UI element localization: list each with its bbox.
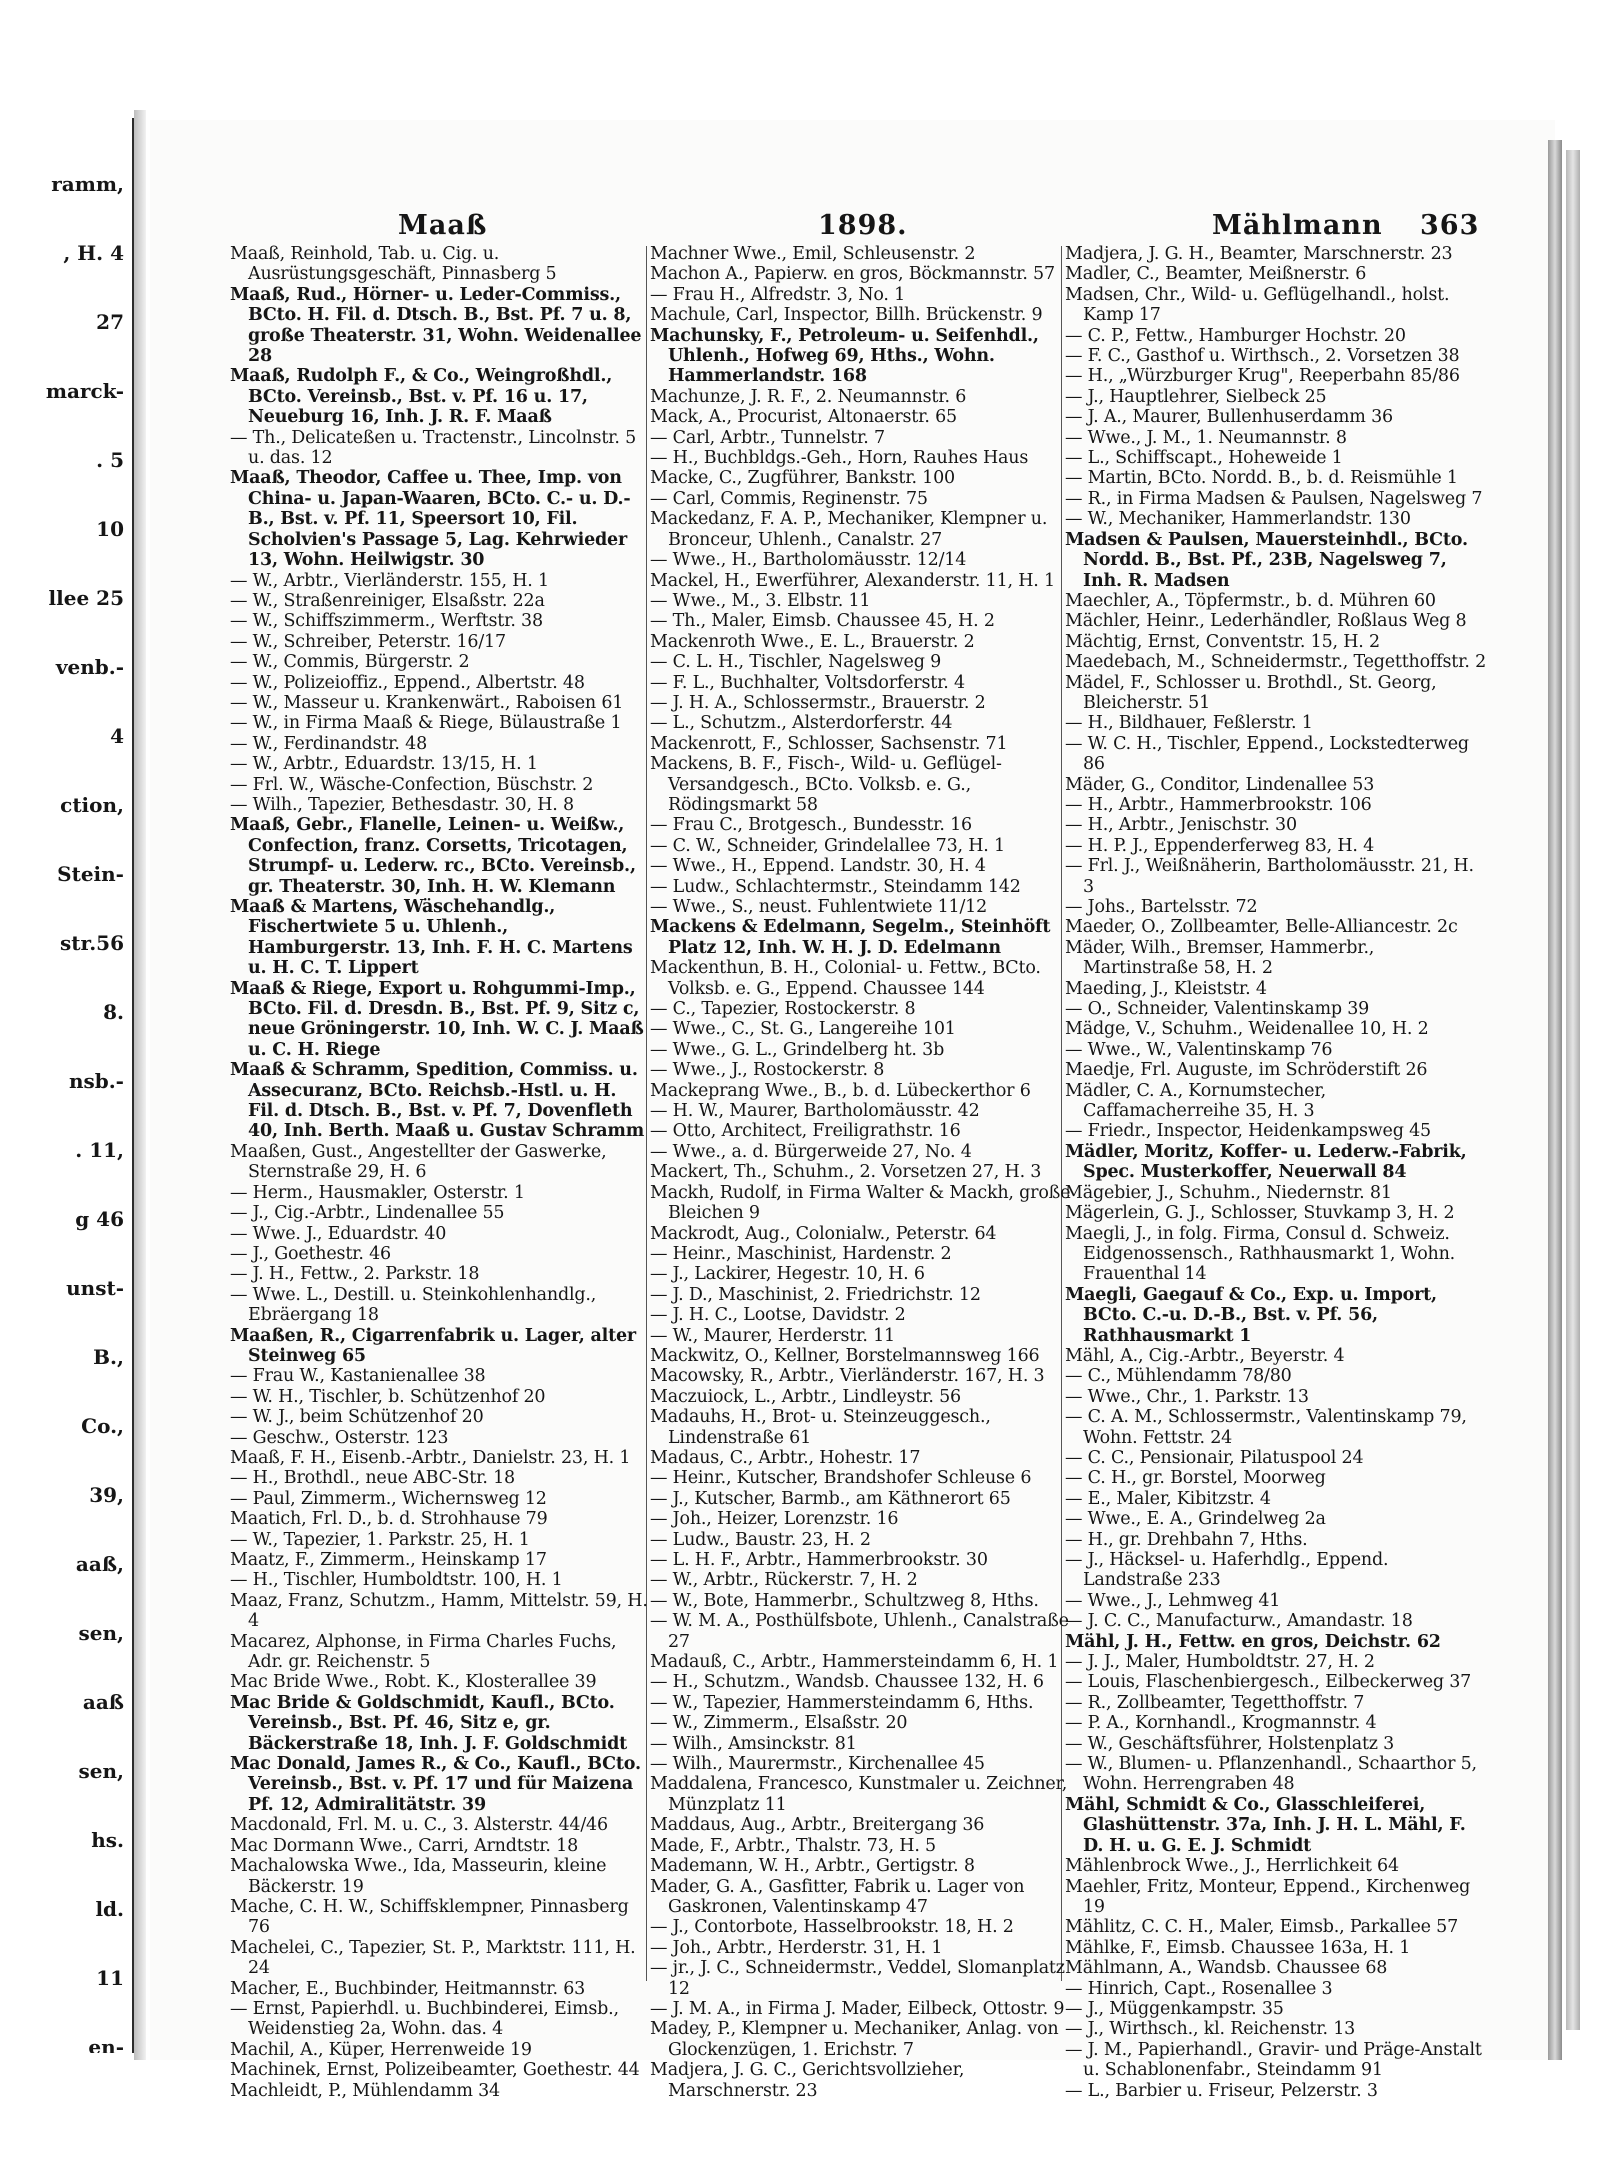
directory-entry: Mählitz, C. C. H., Maler, Eimsb., Parkallee 57 bbox=[1065, 1917, 1459, 1938]
directory-entry: — H., Tischler, Humboldtstr. 100, H. 1 bbox=[230, 1570, 563, 1591]
directory-entry: — F. C., Gasthof u. Wirthsch., 2. Vorsetzen 38 bbox=[1065, 346, 1460, 367]
directory-entry: — J. M., Papierhandl., Gravir- und Präge-Anstalt u. Schablonenfabr., Steindamm 91 bbox=[1065, 2039, 1482, 2081]
directory-entry: Madler, C., Beamter, Meißnerstr. 6 bbox=[1065, 264, 1367, 285]
directory-entry: Maaßen, R., Cigarrenfabrik u. Lager, alter Steinweg 65 bbox=[230, 1325, 636, 1366]
previous-page-fragment: aaß, bbox=[75, 1552, 124, 1576]
directory-entry: — C., Mühlendamm 78/80 bbox=[1065, 1366, 1292, 1387]
directory-column-1 bbox=[230, 244, 652, 2101]
directory-entry: Mac Donald, James R., & Co., Kaufl., BCto. Vereinsb., Bst. v. Pf. 17 und für Maizena Pf. 12, Admiralitätstr. 39 bbox=[230, 1754, 641, 1815]
page-stack-edge bbox=[1548, 140, 1562, 2060]
directory-entry: Mädel, F., Schlosser u. Brothdl., St. Georg, Bleicherstr. 51 bbox=[1065, 672, 1437, 713]
directory-entry: — J., Goethestr. 46 bbox=[230, 1243, 391, 1264]
directory-entry: Maaß & Schramm, Spedition, Commiss. u. Assecuranz, BCto. Reichsb.-Hstl. u. H. Fil. d. Dtsch. B., Bst. v. Pf. 7, Dovenfleth 40, Inh. Berth. Maaß u. Gustav Schramm bbox=[230, 1060, 645, 1142]
directory-entry: — O., Schneider, Valentinskamp 39 bbox=[1065, 999, 1370, 1020]
directory-entry: Macarez, Alphonse, in Firma Charles Fuchs, Adr. gr. Reichenstr. 5 bbox=[230, 1631, 617, 1673]
directory-entry: — L. H. F., Arbtr., Hammerbrookstr. 30 bbox=[650, 1550, 988, 1570]
directory-entry: Maaz, Franz, Schutzm., Hamm, Mittelstr. 59, H. 4 bbox=[230, 1590, 648, 1632]
directory-entry: — Carl, Commis, Reginenstr. 75 bbox=[650, 488, 928, 509]
directory-entry: — Paul, Zimmerm., Wichernsweg 12 bbox=[230, 1488, 547, 1509]
directory-entry: Maaß, Rud., Hörner- u. Leder-Commiss., BCto. H. Fil. d. Dtsch. B., Bst. Pf. 7 u. 8, große Theaterstr. 31, Wohn. Weidenallee 28 bbox=[230, 284, 642, 367]
directory-entry: — Wwe., J., Rostockerstr. 8 bbox=[650, 1060, 885, 1081]
directory-entry: — W., Arbtr., Eduardstr. 13/15, H. 1 bbox=[230, 754, 538, 775]
directory-entry: Mählmann, A., Wandsb. Chaussee 68 bbox=[1065, 1958, 1388, 1979]
directory-entry: — W., Bote, Hammerbr., Schultzweg 8, Hths. bbox=[650, 1590, 1039, 1611]
previous-page-fragment: ramm, bbox=[51, 172, 124, 196]
directory-entry: — Ludw., Baustr. 23, H. 2 bbox=[650, 1529, 871, 1550]
directory-entry: — J. C. C., Manufacturw., Amandastr. 18 bbox=[1065, 1611, 1413, 1632]
directory-entry: Machunsky, F., Petroleum- u. Seifenhdl., Uhlenh., Hofweg 69, Hths., Wohn. Hammerlandstr. 168 bbox=[650, 325, 1039, 387]
directory-entry: — Frau H., Alfredstr. 3, No. 1 bbox=[650, 284, 906, 305]
directory-entry: — W. J., beim Schützenhof 20 bbox=[230, 1407, 484, 1428]
header-right-word: Mählmann bbox=[1212, 210, 1383, 241]
directory-entry: Maaßen, Gust., Angestellter der Gaswerke, Sternstraße 29, H. 6 bbox=[230, 1141, 607, 1183]
directory-entry: Machelei, C., Tapezier, St. P., Marktstr. 111, H. 24 bbox=[230, 1937, 636, 1979]
directory-entry: Mackh, Rudolf, in Firma Walter & Mackh, große Bleichen 9 bbox=[650, 1182, 1071, 1224]
header-year: 1898. bbox=[818, 210, 908, 241]
directory-entry: Mac Bride & Goldschmidt, Kaufl., BCto. Vereinsb., Bst. Pf. 46, Sitz e, gr. Bäckerstraße 18, Inh. J. F. Goldschmidt bbox=[230, 1692, 628, 1754]
directory-entry: — W., Ferdinandstr. 48 bbox=[230, 733, 428, 754]
directory-entry: Machner Wwe., Emil, Schleusenstr. 2 bbox=[650, 244, 976, 264]
directory-entry: — Wwe., S., neust. Fuhlentwiete 11/12 bbox=[650, 897, 988, 917]
directory-entry: — Wwe. L., Destill. u. Steinkohlenhandlg., Ebräergang 18 bbox=[230, 1284, 597, 1326]
directory-entry: Machleidt, P., Mühlendamm 34 bbox=[230, 2080, 500, 2101]
directory-entry: — W., Blumen- u. Pflanzenhandl., Schaarthor 5, Wohn. Herrengraben 48 bbox=[1065, 1754, 1477, 1795]
directory-entry: Mädge, V., Schuhm., Weidenallee 10, H. 2 bbox=[1065, 1019, 1429, 1040]
directory-entry: — Wwe., G. L., Grindelberg ht. 3b bbox=[650, 1039, 945, 1060]
directory-entry: — J., Contorbote, Hasselbrookstr. 18, H. 2 bbox=[650, 1917, 1014, 1938]
directory-entry: Mackeprang Wwe., B., b. d. Lübeckerthor 6 bbox=[650, 1080, 1031, 1101]
directory-entry: — C. P., Fettw., Hamburger Hochstr. 20 bbox=[1065, 325, 1406, 346]
directory-entry: Madaus, C., Arbtr., Hohestr. 17 bbox=[650, 1447, 921, 1468]
directory-entry: — Frau C., Brotgesch., Bundesstr. 16 bbox=[650, 815, 972, 836]
directory-entry: — H., gr. Drehbahn 7, Hths. bbox=[1065, 1529, 1308, 1550]
directory-entry: Maaß & Martens, Wäschehandlg., Fischertwiete 5 u. Uhlenh., Hamburgerstr. 13, Inh. F. H. C. Martens u. H. C. T. Lippert bbox=[230, 897, 633, 979]
directory-entry: — Louis, Flaschenbiergesch., Eilbeckerweg 37 bbox=[1065, 1672, 1472, 1693]
directory-entry: — Wwe., J. M., 1. Neumannstr. 8 bbox=[1065, 427, 1347, 448]
directory-entry: Maaß, Theodor, Caffee u. Thee, Imp. von China- u. Japan-Waaren, BCto. C.- u. D.-B., Bst. v. Pf. 11, Speersort 10, Fil. Scholvien's Passage 5, Lag. Kehrwieder 13, Wohn. Heilwigstr. 30 bbox=[230, 468, 631, 571]
directory-column-2 bbox=[650, 244, 1072, 2101]
directory-entry: — W., Masseur u. Krankenwärt., Raboisen 61 bbox=[230, 692, 624, 713]
directory-entry: — E., Maler, Kibitzstr. 4 bbox=[1065, 1488, 1271, 1509]
directory-entry: — L., Schiffscapt., Hoheweide 1 bbox=[1065, 448, 1343, 469]
previous-page-fragment: . 11, bbox=[75, 1138, 124, 1162]
directory-entry: — Wwe. J., Eduardstr. 40 bbox=[230, 1223, 447, 1244]
directory-entry: — C. A. M., Schlossermstr., Valentinskamp 79, Wohn. Fettstr. 24 bbox=[1065, 1407, 1467, 1448]
directory-entry: Mademann, W. H., Arbtr., Gertigstr. 8 bbox=[650, 1856, 975, 1877]
directory-entry: — Joh., Arbtr., Herderstr. 31, H. 1 bbox=[650, 1937, 943, 1958]
previous-page-fragment: ld. bbox=[95, 1897, 124, 1921]
directory-entry: Made, F., Arbtr., Thalstr. 73, H. 5 bbox=[650, 1835, 936, 1856]
book-gutter bbox=[134, 110, 146, 2060]
previous-page-fragment: B., bbox=[93, 1345, 124, 1369]
directory-entry: Maaß, Reinhold, Tab. u. Cig. u. Ausrüstungsgeschäft, Pinnasberg 5 bbox=[230, 244, 557, 285]
directory-entry: — Wilh., Maurermstr., Kirchenallee 45 bbox=[650, 1754, 985, 1775]
directory-entry: Maddaus, Aug., Arbtr., Breitergang 36 bbox=[650, 1815, 985, 1836]
previous-page-edge bbox=[0, 118, 134, 2053]
directory-entry: Maddalena, Francesco, Kunstmaler u. Zeichner, Münzplatz 11 bbox=[650, 1774, 1068, 1815]
directory-entry: Machunze, J. R. F., 2. Neumannstr. 6 bbox=[650, 386, 967, 407]
directory-entry: — H., Buchbldgs.-Geh., Horn, Rauhes Haus bbox=[650, 448, 1029, 469]
directory-entry: Mackel, H., Ewerführer, Alexanderstr. 11, H. 1 bbox=[650, 570, 1055, 591]
previous-page-fragment: 39, bbox=[89, 1483, 124, 1507]
directory-entry: — J. M. A., in Firma J. Mader, Eilbeck, Ottostr. 9 bbox=[650, 1998, 1065, 2019]
directory-entry: — Wwe., E. A., Grindelweg 2a bbox=[1065, 1509, 1326, 1530]
directory-entry: Mache, C. H. W., Schiffsklempner, Pinnasberg 76 bbox=[230, 1896, 629, 1938]
previous-page-fragment: 27 bbox=[96, 310, 124, 334]
directory-entry: — Herm., Hausmakler, Osterstr. 1 bbox=[230, 1182, 525, 1203]
directory-entry: — W., Arbtr., Rückerstr. 7, H. 2 bbox=[650, 1570, 918, 1591]
previous-page-fragment: nsb.- bbox=[68, 1069, 124, 1093]
directory-entry: Mächtig, Ernst, Conventstr. 15, H. 2 bbox=[1065, 631, 1380, 652]
directory-entry: — J., Cig.-Arbtr., Lindenallee 55 bbox=[230, 1203, 505, 1224]
previous-page-fragment: ction, bbox=[60, 793, 124, 817]
directory-entry: — Otto, Architect, Freiligrathstr. 16 bbox=[650, 1121, 961, 1142]
directory-entry: Macowsky, R., Arbtr., Vierländerstr. 167, H. 3 bbox=[650, 1366, 1045, 1387]
directory-entry: — W., Polizeioffiz., Eppend., Albertstr. 48 bbox=[230, 672, 585, 693]
previous-page-fragment: sen, bbox=[78, 1759, 124, 1783]
directory-entry: Mackrodt, Aug., Colonialw., Peterstr. 64 bbox=[650, 1223, 997, 1244]
directory-entry: Macke, C., Zugführer, Bankstr. 100 bbox=[650, 468, 955, 489]
directory-entry: Maaß, Gebr., Flanelle, Leinen- u. Weißw., Confection, franz. Corsetts, Tricotagen, Strumpf- u. Lederw. rc., BCto. Vereinsb., gr. Theaterstr. 30, Inh. H. W. Klemann bbox=[230, 815, 636, 897]
directory-entry: — H., Schutzm., Wandsb. Chaussee 132, H. 6 bbox=[650, 1672, 1044, 1693]
previous-page-fragment: Co., bbox=[81, 1414, 124, 1438]
directory-entry: — W. H., Tischler, b. Schützenhof 20 bbox=[230, 1386, 546, 1407]
directory-entry: — Carl, Arbtr., Tunnelstr. 7 bbox=[650, 427, 885, 448]
directory-entry: Maatz, F., Zimmerm., Heinskamp 17 bbox=[230, 1550, 547, 1570]
previous-page-fragment: . 5 bbox=[96, 448, 124, 472]
page-number: 363 bbox=[1420, 210, 1480, 241]
directory-entry: — Wwe., M., 3. Elbstr. 11 bbox=[650, 590, 871, 611]
directory-entry: — W., Maurer, Herderstr. 11 bbox=[650, 1325, 895, 1346]
directory-entry: — W., Straßenreiniger, Elsaßstr. 22a bbox=[230, 590, 545, 611]
directory-entry: — Wwe., C., St. G., Langereihe 101 bbox=[650, 1019, 956, 1040]
directory-entry: Madey, P., Klempner u. Mechaniker, Anlag. von Glockenzügen, 1. Erichstr. 7 bbox=[650, 2019, 1059, 2060]
directory-entry: — L., Barbier u. Friseur, Pelzerstr. 3 bbox=[1065, 2080, 1378, 2101]
directory-entry: — Johs., Bartelsstr. 72 bbox=[1065, 897, 1258, 917]
directory-entry: Mader, G. A., Gasfitter, Fabrik u. Lager von Gaskronen, Valentinskamp 47 bbox=[650, 1876, 1025, 1917]
directory-entry: — Wilh., Tapezier, Bethesdastr. 30, H. 8 bbox=[230, 794, 574, 815]
directory-entry: Maedje, Frl. Auguste, im Schröderstift 26 bbox=[1065, 1060, 1428, 1081]
directory-entry: — H. P. J., Eppenderferweg 83, H. 4 bbox=[1065, 835, 1375, 856]
directory-entry: — Th., Delicateßen u. Tractenstr., Lincolnstr. 5 u. das. 12 bbox=[230, 427, 637, 469]
previous-page-fragment: venb.- bbox=[55, 655, 124, 679]
directory-entry: Mägerlein, G. J., Schlosser, Stuvkamp 3, H. 2 bbox=[1065, 1203, 1455, 1224]
previous-page-fragment: 10 bbox=[96, 517, 124, 541]
directory-entry: — Martin, BCto. Nordd. B., b. d. Reismühle 1 bbox=[1065, 468, 1458, 489]
directory-entry: Machule, Carl, Inspector, Billh. Brückenstr. 9 bbox=[650, 305, 1043, 326]
directory-entry: — L., Schutzm., Alsterdorferstr. 44 bbox=[650, 713, 953, 734]
directory-entry: — Wwe., a. d. Bürgerweide 27, No. 4 bbox=[650, 1141, 972, 1162]
directory-entry: Maehler, Fritz, Monteur, Eppend., Kirchenweg 19 bbox=[1065, 1876, 1471, 1917]
directory-entry: — J., Hauptlehrer, Sielbeck 25 bbox=[1065, 386, 1327, 407]
previous-page-fragment: unst- bbox=[66, 1276, 124, 1300]
directory-entry: — Wwe., J., Lehmweg 41 bbox=[1065, 1590, 1281, 1611]
directory-entry: — H., Arbtr., Jenischstr. 30 bbox=[1065, 815, 1297, 836]
previous-page-fragment: Stein- bbox=[57, 862, 124, 886]
directory-entry: Mählenbrock Wwe., J., Herrlichkeit 64 bbox=[1065, 1856, 1399, 1877]
directory-entry: — Heinr., Kutscher, Brandshofer Schleuse 6 bbox=[650, 1468, 1032, 1489]
previous-page-fragment: 11 bbox=[96, 1966, 124, 1990]
directory-entry: — P. A., Kornhandl., Krogmannstr. 4 bbox=[1065, 1713, 1377, 1734]
directory-entry: — W., Zimmerm., Elsaßstr. 20 bbox=[650, 1713, 908, 1734]
directory-entry: Maeding, J., Kleiststr. 4 bbox=[1065, 978, 1267, 999]
directory-entry: Maechler, A., Töpfermstr., b. d. Mühren 60 bbox=[1065, 590, 1436, 611]
directory-entry: — W., in Firma Maaß & Riege, Bülaustraße 1 bbox=[230, 713, 622, 734]
directory-entry: Maeder, O., Zollbeamter, Belle-Alliancestr. 2c bbox=[1065, 917, 1458, 938]
directory-entry: — Frl. W., Wäsche-Confection, Büschstr. 2 bbox=[230, 774, 594, 795]
directory-entry: Mähl, Schmidt & Co., Glasschleiferei, Glashüttenstr. 37a, Inh. J. H. L. Mähl, F. D. H. u. G. E. J. Schmidt bbox=[1065, 1794, 1466, 1856]
directory-entry: — J. H., Fettw., 2. Parkstr. 18 bbox=[230, 1264, 480, 1285]
directory-entry: Maczuiock, L., Arbtr., Lindleystr. 56 bbox=[650, 1386, 961, 1407]
directory-entry: — W., Geschäftsführer, Holstenplatz 3 bbox=[1065, 1733, 1395, 1754]
directory-entry: — H., Bildhauer, Feßlerstr. 1 bbox=[1065, 713, 1313, 734]
directory-entry: Machinek, Ernst, Polizeibeamter, Goethestr. 44 bbox=[230, 2060, 640, 2081]
directory-entry: Maaß, Rudolph F., & Co., Weingroßhdl., BCto. Vereinsb., Bst. v. Pf. 16 u. 17, Neueburg 16, Inh. J. R. F. Maaß bbox=[230, 366, 613, 428]
directory-entry: — Wwe., H., Eppend. Landstr. 30, H. 4 bbox=[650, 856, 986, 877]
previous-page-fragment: 4 bbox=[110, 724, 124, 748]
directory-entry: — C. L. H., Tischler, Nagelsweg 9 bbox=[650, 652, 942, 673]
directory-entry: — Frau W., Kastanienallee 38 bbox=[230, 1366, 486, 1387]
directory-entry: — J. H. C., Lootse, Davidstr. 2 bbox=[650, 1305, 906, 1326]
directory-entry: Mackwitz, O., Kellner, Borstelmannsweg 166 bbox=[650, 1345, 1040, 1366]
directory-entry: Maedebach, M., Schneidermstr., Tegetthoffstr. 2 bbox=[1065, 652, 1487, 673]
directory-entry: Mädler, Moritz, Koffer- u. Lederw.-Fabrik, Spec. Musterkoffer, Neuerwall 84 bbox=[1065, 1141, 1467, 1183]
directory-entry: Mac Dormann Wwe., Carri, Arndtstr. 18 bbox=[230, 1835, 579, 1856]
directory-entry: Madjera, J. G. C., Gerichtsvollzieher, Marschnerstr. 23 bbox=[650, 2060, 965, 2101]
directory-entry: Macher, E., Buchbinder, Heitmannstr. 63 bbox=[230, 1978, 586, 1999]
directory-entry: — W., Tapezier, 1. Parkstr. 25, H. 1 bbox=[230, 1529, 530, 1550]
directory-entry: Machalowska Wwe., Ida, Masseurin, kleine Bäckerstr. 19 bbox=[230, 1856, 607, 1897]
directory-entry: Mädler, C. A., Kornumstecher, Caffamacherreihe 35, H. 3 bbox=[1065, 1080, 1326, 1122]
directory-entry: — Th., Maler, Eimsb. Chaussee 45, H. 2 bbox=[650, 611, 995, 632]
directory-entry: Madauhs, H., Brot- u. Steinzeuggesch., Lindenstraße 61 bbox=[650, 1407, 991, 1448]
previous-page-fragment: llee 25 bbox=[48, 586, 124, 610]
directory-entry: — Wwe., H., Bartholomäusstr. 12/14 bbox=[650, 550, 967, 571]
directory-entry: — Wwe., W., Valentinskamp 76 bbox=[1065, 1039, 1333, 1060]
previous-page-fragment: sen, bbox=[78, 1621, 124, 1645]
previous-page-fragment: hs. bbox=[91, 1828, 124, 1852]
directory-entry: Mackenrott, F., Schlosser, Sachsenstr. 71 bbox=[650, 733, 1008, 754]
directory-entry: — R., Zollbeamter, Tegetthoffstr. 7 bbox=[1065, 1692, 1365, 1713]
previous-page-fragment: g 46 bbox=[75, 1207, 124, 1231]
directory-entry: — W., Schiffszimmerm., Werftstr. 38 bbox=[230, 611, 543, 632]
directory-entry: Machon A., Papierw. en gros, Böckmannstr. 57 bbox=[650, 264, 1055, 285]
directory-entry: Madjera, J. G. H., Beamter, Marschnerstr. 23 bbox=[1065, 244, 1453, 264]
directory-entry: Mack, A., Procurist, Altonaerstr. 65 bbox=[650, 407, 957, 428]
page-stack-edge bbox=[1566, 150, 1580, 2030]
directory-entry: — J. J., Maler, Humboldtstr. 27, H. 2 bbox=[1065, 1652, 1375, 1673]
directory-entry: — jr., J. C., Schneidermstr., Veddel, Slomanplatz 12 bbox=[650, 1958, 1065, 1999]
directory-entry: Macdonald, Frl. M. u. C., 3. Alsterstr. 44/46 bbox=[230, 1815, 608, 1836]
directory-entry: Madsen, Chr., Wild- u. Geflügelhandl., holst. Kamp 17 bbox=[1065, 284, 1450, 326]
directory-entry: — H. W., Maurer, Bartholomäusstr. 42 bbox=[650, 1101, 980, 1122]
directory-entry: — J., Lackirer, Hegestr. 10, H. 6 bbox=[650, 1264, 925, 1285]
previous-page-fragment: str.56 bbox=[60, 931, 124, 955]
directory-entry: — Frl. J., Weißnäherin, Bartholomäusstr. 21, H. 3 bbox=[1065, 856, 1474, 897]
directory-entry: — W., Mechaniker, Hammerlandstr. 130 bbox=[1065, 509, 1411, 530]
directory-entry: Mackenthun, B. H., Colonial- u. Fettw., BCto. Volksb. e. G., Eppend. Chaussee 144 bbox=[650, 958, 1041, 999]
directory-entry: Mächler, Heinr., Lederhändler, Roßlaus Weg 8 bbox=[1065, 611, 1467, 632]
directory-entry: — Ernst, Papierhdl. u. Buchbinderei, Eimsb., Weidenstieg 2a, Wohn. das. 4 bbox=[230, 1998, 619, 2040]
directory-entry: — H., Brothdl., neue ABC-Str. 18 bbox=[230, 1468, 515, 1489]
header-left-word: Maaß bbox=[398, 210, 488, 241]
directory-entry: Mäder, Wilh., Bremser, Hammerbr., Martinstraße 58, H. 2 bbox=[1065, 937, 1375, 979]
directory-entry: Machil, A., Küper, Herrenweide 19 bbox=[230, 2039, 532, 2060]
directory-entry: — W., Schreiber, Peterstr. 16/17 bbox=[230, 631, 506, 652]
directory-entry: Mac Bride Wwe., Robt. K., Klosterallee 39 bbox=[230, 1672, 597, 1693]
directory-entry: Maegli, Gaegauf & Co., Exp. u. Import, BCto. C.-u. D.-B., Bst. v. Pf. 56, Rathhausmarkt 1 bbox=[1065, 1284, 1437, 1346]
directory-entry: — Ludw., Schlachtermstr., Steindamm 142 bbox=[650, 876, 1021, 897]
directory-entry: — F. L., Buchhalter, Voltsdorferstr. 4 bbox=[650, 672, 965, 693]
directory-entry: — Hinrich, Capt., Rosenallee 3 bbox=[1065, 1978, 1333, 1999]
directory-entry: — J., Wirthsch., kl. Reichenstr. 13 bbox=[1065, 2019, 1356, 2040]
directory-entry: Maatich, Frl. D., b. d. Strohhause 79 bbox=[230, 1509, 548, 1530]
directory-entry: — Friedr., Inspector, Heidenkampsweg 45 bbox=[1065, 1121, 1431, 1142]
previous-page-fragment: aaß bbox=[82, 1690, 124, 1714]
directory-entry: Madauß, C., Arbtr., Hammersteindamm 6, H. 1 bbox=[650, 1652, 1059, 1673]
previous-page-fragment: 8. bbox=[103, 1000, 124, 1024]
directory-entry: — Heinr., Maschinist, Hardenstr. 2 bbox=[650, 1243, 952, 1264]
directory-entry: Madsen & Paulsen, Mauersteinhdl., BCto. Nordd. B., Bst. Pf., 23B, Nagelsweg 7, Inh. R. Madsen bbox=[1065, 529, 1468, 591]
directory-entry: — J. A., Maurer, Bullenhuserdamm 36 bbox=[1065, 407, 1393, 428]
directory-entry: — C. C., Pensionair, Pilatuspool 24 bbox=[1065, 1447, 1364, 1468]
previous-page-fragment: marck- bbox=[45, 379, 124, 403]
directory-entry: Mähl, J. H., Fettw. en gros, Deichstr. 62 bbox=[1065, 1631, 1441, 1652]
directory-entry: — Geschw., Osterstr. 123 bbox=[230, 1427, 449, 1448]
directory-entry: — W., Arbtr., Vierländerstr. 155, H. 1 bbox=[230, 570, 549, 591]
directory-entry: Maaß, F. H., Eisenb.-Arbtr., Danielstr. 23, H. 1 bbox=[230, 1447, 631, 1468]
directory-entry: — H., Arbtr., Hammerbrookstr. 106 bbox=[1065, 794, 1372, 815]
directory-entry: — C., Tapezier, Rostockerstr. 8 bbox=[650, 999, 916, 1020]
directory-entry: Maaß & Riege, Export u. Rohgummi-Imp., BCto. Fil. d. Dresdn. B., Bst. Pf. 9, Sitz c, neue Gröningerstr. 10, Inh. W. C. J. Maaß u. C. H. Riege bbox=[230, 978, 644, 1060]
directory-column-3 bbox=[1065, 244, 1487, 2101]
directory-entry: Mählke, F., Eimsb. Chaussee 163a, H. 1 bbox=[1065, 1937, 1411, 1958]
previous-page-fragment: , H. 4 bbox=[63, 241, 124, 265]
directory-entry: — Wilh., Amsinckstr. 81 bbox=[650, 1733, 857, 1754]
directory-entry: Mackenroth Wwe., E. L., Brauerstr. 2 bbox=[650, 631, 975, 652]
directory-entry: — J., Müggenkampstr. 35 bbox=[1065, 1998, 1284, 2019]
directory-entry: Maegli, J., in folg. Firma, Consul d. Schweiz. Eidgenossensch., Rathhausmarkt 1, Wohn. Frauenthal 14 bbox=[1065, 1223, 1456, 1285]
directory-entry: — C. W., Schneider, Grindelallee 73, H. 1 bbox=[650, 835, 1005, 856]
directory-entry: — C. H., gr. Borstel, Moorweg bbox=[1065, 1468, 1326, 1489]
directory-entry: Mägebier, J., Schuhm., Niedernstr. 81 bbox=[1065, 1182, 1392, 1203]
directory-entry: — J. D., Maschinist, 2. Friedrichstr. 12 bbox=[650, 1284, 981, 1305]
directory-entry: — J., Kutscher, Barmb., am Käthnerort 65 bbox=[650, 1488, 1011, 1509]
directory-entry: — W. C. H., Tischler, Eppend., Lockstedterweg 86 bbox=[1065, 733, 1469, 775]
directory-entry: — H., „Würzburger Krug", Reeperbahn 85/86 bbox=[1065, 366, 1460, 387]
directory-entry: Mackens & Edelmann, Segelm., Steinhöft Platz 12, Inh. W. H. J. D. Edelmann bbox=[650, 917, 1051, 958]
directory-entry: — W. M. A., Posthülfsbote, Uhlenh., Canalstraße 27 bbox=[650, 1611, 1069, 1652]
directory-entry: — W., Commis, Bürgerstr. 2 bbox=[230, 652, 470, 673]
directory-entry: — W., Tapezier, Hammersteindamm 6, Hths. bbox=[650, 1692, 1034, 1713]
directory-entry: — R., in Firma Madsen & Paulsen, Nagelsweg 7 bbox=[1065, 488, 1483, 509]
directory-entry: — J., Häcksel- u. Haferhdlg., Eppend. Landstraße 233 bbox=[1065, 1550, 1389, 1591]
directory-entry: — Joh., Heizer, Lorenzstr. 16 bbox=[650, 1509, 899, 1530]
directory-entry: — Wwe., Chr., 1. Parkstr. 13 bbox=[1065, 1386, 1309, 1407]
directory-entry: Mäder, G., Conditor, Lindenallee 53 bbox=[1065, 774, 1375, 795]
previous-page-fragment: en- bbox=[88, 2035, 124, 2053]
directory-entry: Mackedanz, F. A. P., Mechaniker, Klempner u. Bronceur, Uhlenh., Canalstr. 27 bbox=[650, 509, 1048, 550]
directory-entry: Mähl, A., Cig.-Arbtr., Beyerstr. 4 bbox=[1065, 1345, 1345, 1366]
directory-entry: — J. H. A., Schlossermstr., Brauerstr. 2 bbox=[650, 692, 986, 713]
directory-entry: Mackens, B. F., Fisch-, Wild- u. Geflügel-Versandgesch., BCto. Volksb. e. G., Rödingsmarkt 58 bbox=[650, 754, 1002, 815]
directory-entry: Mackert, Th., Schuhm., 2. Vorsetzen 27, H. 3 bbox=[650, 1162, 1042, 1183]
